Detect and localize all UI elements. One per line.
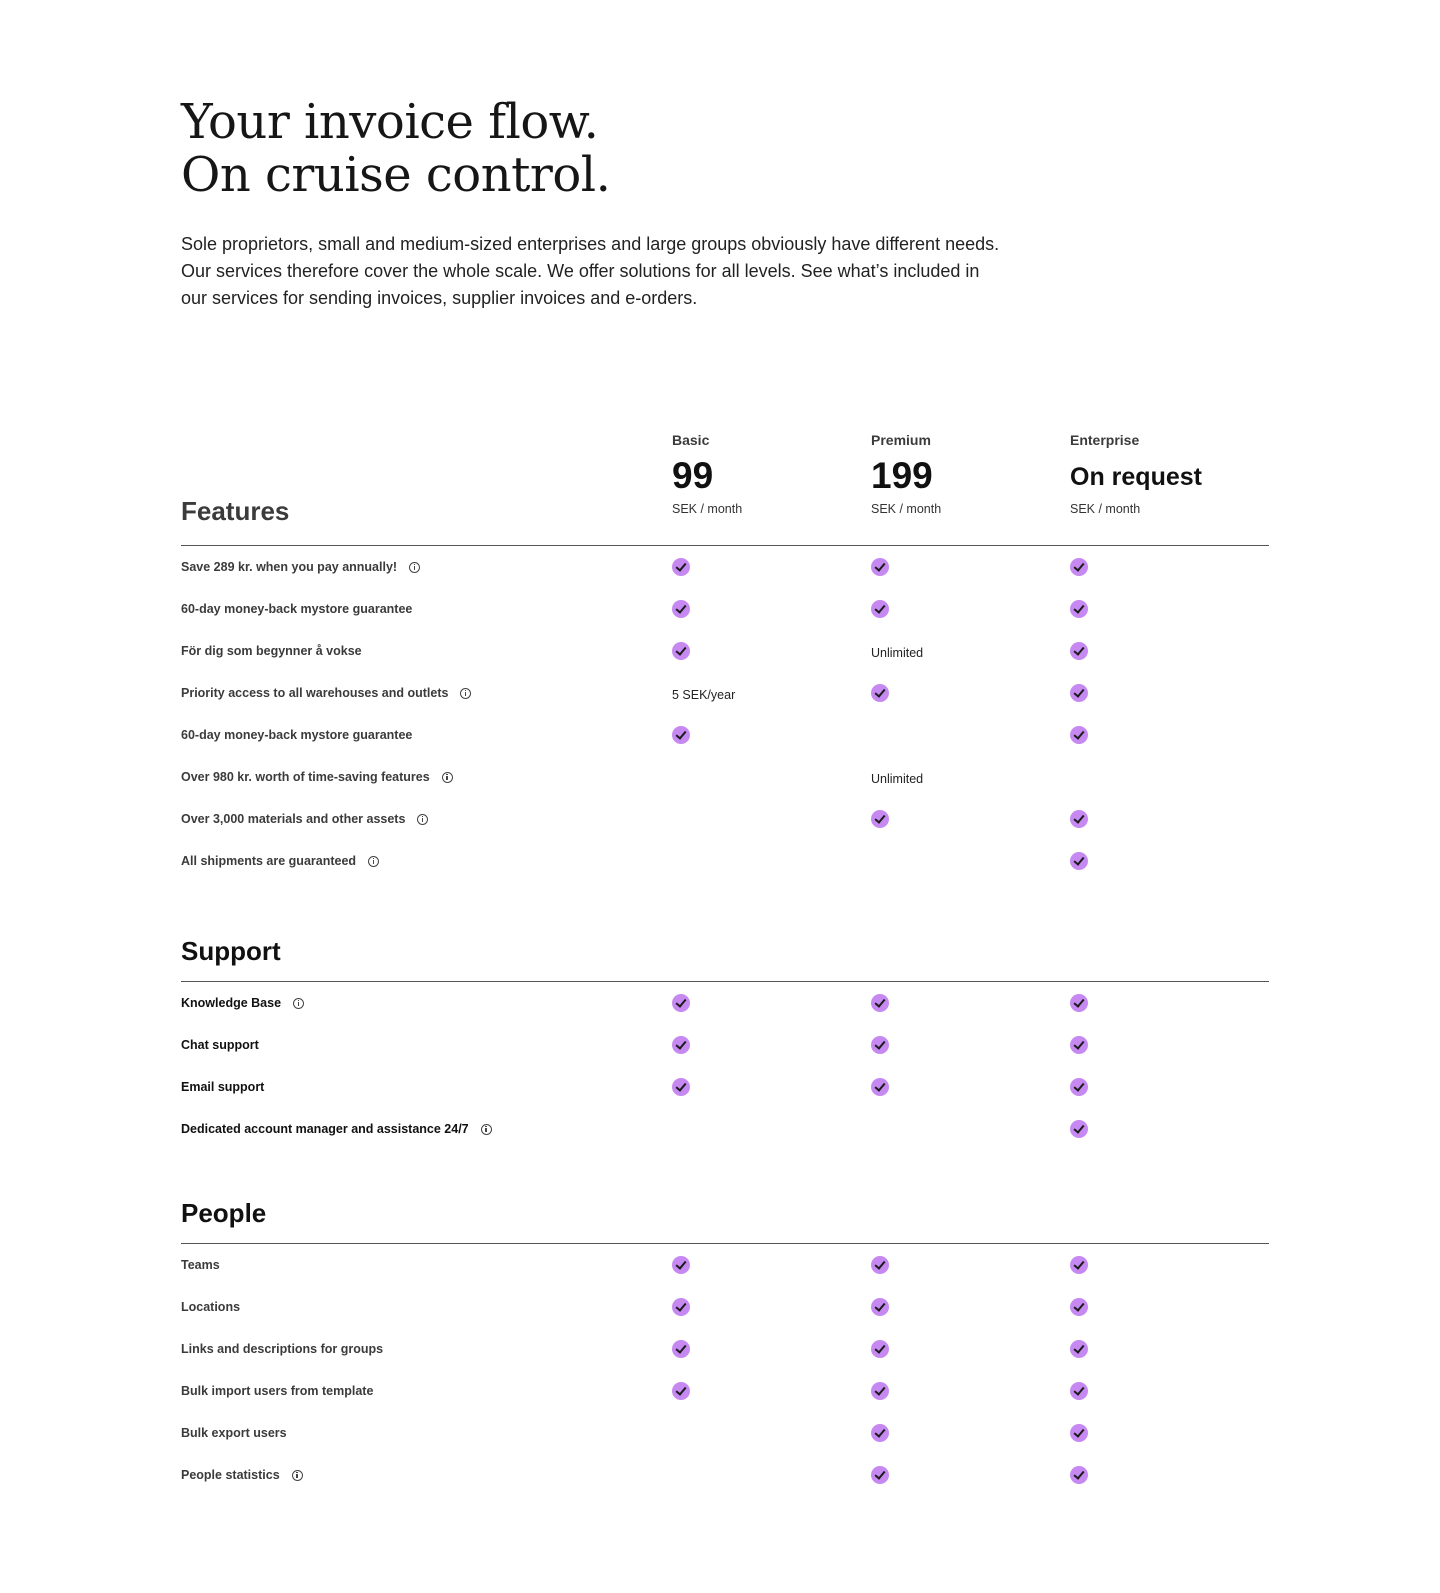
cell-basic [672, 726, 690, 744]
row-label [181, 728, 412, 742]
row-label [181, 602, 412, 616]
cell-premium-value: Unlimited [871, 772, 924, 786]
cell-enterprise [1070, 1036, 1088, 1054]
check-circle-icon [672, 726, 690, 744]
section-people [181, 1150, 1269, 1496]
cell-basic-value: 5 SEK/year [672, 688, 736, 702]
row-label [181, 854, 379, 868]
info-icon[interactable] [368, 856, 379, 867]
plan-unit: SEK / month [672, 502, 743, 516]
cell-premium [871, 1466, 889, 1484]
cell-enterprise [1070, 994, 1088, 1012]
check-circle-icon [871, 810, 889, 828]
check-circle-icon [1070, 1256, 1088, 1274]
check-circle-icon [1070, 1036, 1088, 1054]
check-circle-icon [1070, 1382, 1088, 1400]
cell-premium-value: Unlimited [871, 646, 924, 660]
row-label-text: Bulk export users [181, 1426, 287, 1440]
cell-premium [871, 1078, 889, 1096]
cell-enterprise [1070, 1382, 1088, 1400]
cell-enterprise [1070, 1298, 1088, 1316]
comparison-sections [181, 545, 1269, 1496]
info-icon[interactable] [417, 814, 428, 825]
plans-header [181, 420, 1269, 545]
check-circle-icon [672, 1382, 690, 1400]
table-row [181, 1286, 1269, 1328]
table-row [181, 1024, 1269, 1066]
check-circle-icon [871, 1036, 889, 1054]
check-circle-icon [672, 642, 690, 660]
row-label [181, 560, 420, 574]
cell-basic [672, 642, 690, 660]
row-label [181, 1468, 303, 1482]
table-row [181, 630, 1269, 672]
check-circle-icon [871, 1298, 889, 1316]
page-title [181, 96, 1001, 202]
check-circle-icon [871, 1256, 889, 1274]
row-label-text: Over 980 kr. worth of time-saving features [181, 770, 430, 784]
row-label-text: All shipments are guaranteed [181, 854, 357, 868]
cell-enterprise [1070, 642, 1088, 660]
section-title-people: People [181, 1198, 267, 1228]
check-circle-icon [871, 600, 889, 618]
row-label [181, 1342, 383, 1356]
row-label [181, 1038, 259, 1052]
row-label-text: Locations [181, 1300, 241, 1314]
cell-premium [871, 1340, 889, 1358]
info-icon[interactable] [442, 772, 453, 783]
cell-premium [871, 810, 889, 828]
cell-premium [871, 558, 889, 576]
row-label-text: Save 289 kr. when you pay annually! [181, 560, 398, 574]
check-circle-icon [871, 1340, 889, 1358]
check-circle-icon [1070, 558, 1088, 576]
cell-enterprise [1070, 1256, 1088, 1274]
pricing-table [181, 420, 1269, 1496]
check-circle-icon [871, 1466, 889, 1484]
row-label [181, 1300, 240, 1314]
title-line-2: On cruise control. [181, 147, 611, 203]
cell-premium [871, 1424, 889, 1442]
plan-price: On request [1070, 463, 1202, 491]
cell-basic [672, 1256, 690, 1274]
row-label-text: People statistics [181, 1468, 280, 1482]
row-label [181, 812, 428, 826]
row-label-text: Email support [181, 1080, 265, 1094]
check-circle-icon [672, 1298, 690, 1316]
plan-unit: SEK / month [1070, 502, 1141, 516]
check-circle-icon [1070, 726, 1088, 744]
check-circle-icon [871, 994, 889, 1012]
hero-description: Sole proprietors, small and medium-sized enterprises and large groups obviously have different needs. Our services therefore cover the whole scale. We offer solutions for all levels. See what’s included in our services for sending invoices, supplier invoices and e-orders. [181, 234, 1000, 308]
cell-enterprise [1070, 1078, 1088, 1096]
check-circle-icon [1070, 642, 1088, 660]
check-circle-icon [871, 684, 889, 702]
check-circle-icon [1070, 994, 1088, 1012]
table-row [181, 1244, 1269, 1286]
cell-basic [672, 1036, 690, 1054]
plan-premium [871, 432, 941, 516]
check-circle-icon [672, 1036, 690, 1054]
row-label [181, 770, 453, 784]
check-circle-icon [672, 558, 690, 576]
row-label-text: För dig som begynner å vokse [181, 644, 362, 658]
info-icon[interactable] [293, 998, 304, 1009]
table-row [181, 1454, 1269, 1496]
check-circle-icon [1070, 852, 1088, 870]
cell-enterprise [1070, 852, 1088, 870]
table-row [181, 714, 1269, 756]
check-circle-icon [1070, 1298, 1088, 1316]
row-label [181, 686, 471, 700]
table-row [181, 546, 1269, 588]
row-label-text: 60-day money-back mystore guarantee [181, 602, 413, 616]
plan-name: Basic [672, 432, 710, 448]
cell-enterprise [1070, 600, 1088, 618]
info-icon[interactable] [481, 1124, 492, 1135]
row-label-text: 60-day money-back mystore guarantee [181, 728, 413, 742]
row-label [181, 644, 362, 658]
row-label-text: Links and descriptions for groups [181, 1342, 384, 1356]
cell-basic [672, 1340, 690, 1358]
check-circle-icon [1070, 1424, 1088, 1442]
cell-premium [871, 994, 889, 1012]
section-support [181, 882, 1269, 1150]
plan-basic [672, 432, 742, 516]
row-label [181, 1122, 492, 1136]
cell-basic [672, 600, 690, 618]
row-label-text: Knowledge Base [181, 996, 282, 1010]
cell-basic [672, 1298, 690, 1316]
check-circle-icon [1070, 1340, 1088, 1358]
info-icon[interactable] [460, 688, 471, 699]
cell-premium [871, 1382, 889, 1400]
row-label [181, 1080, 264, 1094]
plan-name: Enterprise [1070, 432, 1140, 448]
cell-enterprise [1070, 1424, 1088, 1442]
check-circle-icon [672, 1340, 690, 1358]
check-circle-icon [672, 600, 690, 618]
table-row [181, 982, 1269, 1024]
plan-price: 199 [871, 455, 933, 496]
cell-basic [672, 1078, 690, 1096]
cell-enterprise [1070, 726, 1088, 744]
check-circle-icon [1070, 684, 1088, 702]
row-label-text: Chat support [181, 1038, 259, 1052]
row-label [181, 996, 304, 1010]
section-title-support: Support [181, 936, 281, 966]
plan-enterprise [1070, 432, 1202, 516]
section-features [181, 545, 1269, 882]
table-row [181, 1108, 1269, 1150]
table-row [181, 1370, 1269, 1412]
info-icon[interactable] [292, 1470, 303, 1481]
check-circle-icon [871, 1078, 889, 1096]
row-label-text: Over 3,000 materials and other assets [181, 812, 406, 826]
table-row [181, 840, 1269, 882]
check-circle-icon [871, 1382, 889, 1400]
table-row [181, 756, 1269, 798]
cell-enterprise [1070, 684, 1088, 702]
cell-basic [672, 1382, 690, 1400]
check-circle-icon [672, 1256, 690, 1274]
cell-premium [871, 1256, 889, 1274]
row-label-text: Priority access to all warehouses and outlets [181, 686, 449, 700]
title-line-1: Your invoice flow. [181, 94, 599, 150]
row-label-text: Dedicated account manager and assistance 24/7 [181, 1122, 469, 1136]
check-circle-icon [1070, 810, 1088, 828]
check-circle-icon [1070, 1120, 1088, 1138]
row-label [181, 1258, 220, 1272]
table-row [181, 798, 1269, 840]
check-circle-icon [871, 558, 889, 576]
plan-name: Premium [871, 432, 931, 448]
cell-enterprise [1070, 1466, 1088, 1484]
cell-enterprise [1070, 1340, 1088, 1358]
row-label-text: Bulk import users from template [181, 1384, 374, 1398]
table-row [181, 1328, 1269, 1370]
cell-enterprise [1070, 1120, 1088, 1138]
check-circle-icon [1070, 1078, 1088, 1096]
table-row [181, 588, 1269, 630]
table-row [181, 672, 1269, 714]
cell-premium [871, 1298, 889, 1316]
section-title-features: Features [181, 496, 290, 526]
cell-enterprise [1070, 558, 1088, 576]
table-row [181, 1412, 1269, 1454]
check-circle-icon [871, 1424, 889, 1442]
table-row [181, 1066, 1269, 1108]
cell-basic [672, 558, 690, 576]
cell-premium [871, 684, 889, 702]
cell-enterprise [1070, 810, 1088, 828]
check-circle-icon [672, 1078, 690, 1096]
info-icon[interactable] [409, 562, 420, 573]
check-circle-icon [1070, 600, 1088, 618]
cell-premium [871, 1036, 889, 1054]
plan-price: 99 [672, 455, 714, 496]
cell-premium [871, 600, 889, 618]
row-label [181, 1426, 287, 1440]
plan-unit: SEK / month [871, 502, 942, 516]
check-circle-icon [1070, 1466, 1088, 1484]
cell-basic [672, 994, 690, 1012]
row-label [181, 1384, 373, 1398]
hero [181, 96, 1001, 312]
check-circle-icon [672, 994, 690, 1012]
row-label-text: Teams [181, 1258, 220, 1272]
